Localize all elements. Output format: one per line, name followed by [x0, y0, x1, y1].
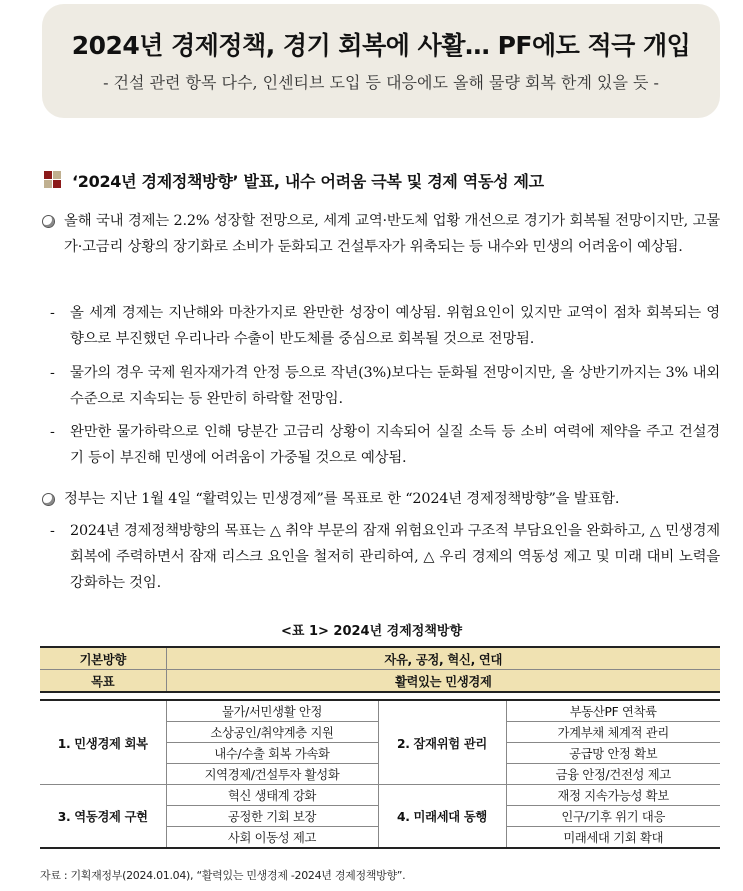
- bullet-text: 정부는 지난 1월 4일 “활력있는 민생경제”를 목표로 한 “2024년 경제정책방향”을 발표함.: [64, 491, 620, 507]
- table-row: [40, 670, 720, 693]
- dash-paragraph: [50, 518, 720, 596]
- table-cell: 인구/기후 위기 대응: [506, 806, 720, 827]
- table-cell: 혁신 생태계 강화: [166, 785, 378, 806]
- table-cell: 활력있는 민생경제: [166, 670, 720, 693]
- page-subtitle: - 건설 관련 항목 다수, 인센티브 도입 등 대응에도 올해 물량 회복 한계 있을 듯 -: [103, 73, 659, 92]
- dash-mark: -: [50, 365, 55, 381]
- table-cell: 내수/수출 회복 가속화: [166, 743, 378, 764]
- table-header-cell: 기본방향: [40, 647, 166, 670]
- dash-text: 2024년 경제정책방향의 목표는 △ 취약 부문의 잠재 위험요인과 구조적 부담요인을 완화하고, △ 민생경제 회복에 주력하면서 잠재 리스크 요인을 철저히 관리하여, △ 우리 경제의 역동성 제고 및 미래 대비 노력을 강화하는 것임.: [70, 523, 720, 591]
- table-header-cell: 목표: [40, 670, 166, 693]
- section-heading-text: ‘2024년 경제정책방향’ 발표, 내수 어려움 극복 및 경제 역동성 제고: [72, 171, 544, 191]
- bullet-paragraph: [40, 486, 720, 512]
- category-cell: 2. 잠재위험 관리: [378, 700, 506, 785]
- table-caption: <표 1> 2024년 경제정책방향: [280, 624, 463, 639]
- table-cell: 공정한 기회 보장: [166, 806, 378, 827]
- dash-text: 완만한 물가하락으로 인해 당분간 고금리 상황이 지속되어 실질 소득 등 소비 여력에 제약을 주고 건설경기 등이 부진해 민생에 어려움이 가중될 것으로 예상됨.: [70, 424, 720, 466]
- table-row: [40, 785, 720, 806]
- table-cell: 가계부채 체계적 관리: [506, 722, 720, 743]
- bullet-paragraph: [40, 208, 720, 260]
- policy-table: [40, 646, 720, 849]
- dash-mark: -: [50, 424, 55, 440]
- source-note: 자료 : 기획재정부(2024.01.04), “활력있는 민생경제 -2024년 경제정책방향”.: [40, 869, 406, 882]
- table-cell: 소상공인/취약계층 지원: [166, 722, 378, 743]
- section-square-icon: [44, 171, 62, 189]
- dash-paragraph: [50, 419, 720, 471]
- dash-text: 물가의 경우 국제 원자재가격 안정 등으로 작년(3%)보다는 둔화될 전망이지만, 올 상반기까지는 3% 내외 수준으로 지속되는 등 완만히 하락할 전망임.: [70, 365, 720, 407]
- category-cell: 4. 미래세대 동행: [378, 785, 506, 849]
- table-cell: 미래세대 기회 확대: [506, 827, 720, 849]
- dash-paragraph: [50, 300, 720, 352]
- table-cell: 공급망 안정 확보: [506, 743, 720, 764]
- dash-mark: -: [50, 305, 55, 321]
- bullet-text: 올해 국내 경제는 2.2% 성장할 전망으로, 세계 교역·반도체 업황 개선으로 경기가 회복될 전망이지만, 고물가·고금리 상황의 장기화로 소비가 둔화되고 건설투자가 위축되는 등 내수와 민생의 어려움이 예상됨.: [64, 213, 720, 255]
- table-cell: 자유, 공정, 혁신, 연대: [166, 647, 720, 670]
- table-row: [40, 647, 720, 670]
- table-row: [40, 700, 720, 722]
- table-cell: 물가/서민생활 안정: [166, 700, 378, 722]
- dash-mark: -: [50, 523, 55, 539]
- table-cell: 금융 안정/건전성 제고: [506, 764, 720, 785]
- section-heading: [44, 168, 544, 192]
- dash-paragraph: [50, 360, 720, 412]
- dash-text: 올 세계 경제는 지난해와 마찬가지로 완만한 성장이 예상됨. 위험요인이 있지만 교역이 점차 회복되는 영향으로 부진했던 우리나라 수출이 반도체를 중심으로 회복될 것으로 전망됨.: [70, 305, 720, 347]
- table-cell: 부동산PF 연착륙: [506, 700, 720, 722]
- table-spacer: [40, 692, 720, 700]
- title-box: [42, 4, 720, 118]
- table-cell: 지역경제/건설투자 활성화: [166, 764, 378, 785]
- category-cell: 1. 민생경제 회복: [40, 700, 166, 785]
- page-title: 2024년 경제정책, 경기 회복에 사활… PF에도 적극 개입: [71, 31, 691, 60]
- circle-bullet-icon: [40, 486, 64, 512]
- circle-bullet-icon: [40, 208, 64, 260]
- category-cell: 3. 역동경제 구현: [40, 785, 166, 849]
- table-cell: 재정 지속가능성 확보: [506, 785, 720, 806]
- table-cell: 사회 이동성 제고: [166, 827, 378, 849]
